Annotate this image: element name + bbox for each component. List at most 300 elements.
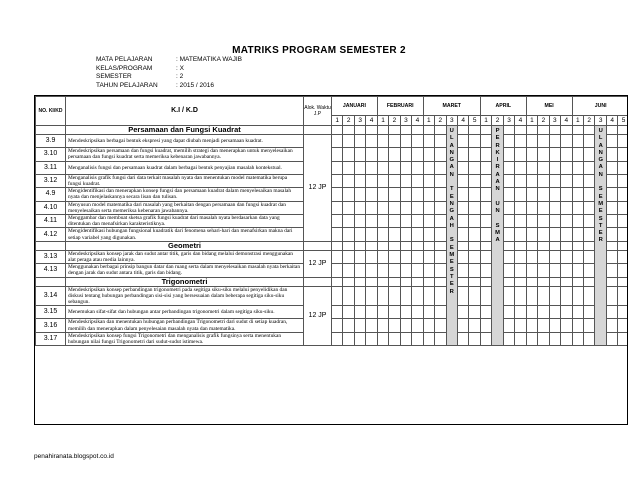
week-cell (389, 188, 400, 201)
week-cell (503, 148, 514, 161)
week-cell (332, 332, 343, 345)
week-cell (343, 319, 354, 332)
week-cell (526, 286, 537, 306)
week-cell (400, 215, 411, 228)
week-cell (561, 126, 573, 135)
week-cell (354, 161, 365, 174)
week-cell (435, 250, 446, 263)
week-cell (377, 135, 388, 148)
week-cell (561, 332, 573, 345)
week-cell (606, 228, 617, 241)
week-cell (400, 286, 411, 306)
header-week: 1 (526, 116, 537, 126)
week-cell (435, 161, 446, 174)
section-row (36, 277, 629, 286)
week-cell (457, 174, 468, 187)
week-cell (549, 161, 560, 174)
week-cell (515, 201, 526, 214)
week-cell (400, 174, 411, 187)
week-cell (412, 161, 423, 174)
kd-row (36, 135, 629, 148)
week-cell (584, 188, 595, 201)
week-cell (423, 286, 434, 306)
week-cell (584, 241, 595, 250)
meta-key: KELAS/PROGRAM (96, 64, 153, 72)
kd-number: 3.16 (36, 319, 66, 332)
week-cell (584, 306, 595, 319)
week-cell (332, 241, 343, 250)
header-week: 1 (377, 116, 388, 126)
week-cell (584, 126, 595, 135)
header-week: 5 (469, 116, 480, 126)
header-week: 3 (503, 116, 514, 126)
week-cell (561, 250, 573, 263)
week-cell (503, 277, 514, 286)
section-jp-cell (304, 126, 332, 135)
header-week: 1 (480, 116, 491, 126)
week-cell (526, 228, 537, 241)
week-cell (389, 148, 400, 161)
week-cell (469, 228, 480, 241)
week-cell (343, 126, 354, 135)
header-week: 3 (354, 116, 365, 126)
week-cell (469, 174, 480, 187)
week-cell (526, 126, 537, 135)
kd-description: Mendeskripsikan berbagai bentuk ekspresi yang dapat diubah menjadi persamaan kuadrat. (66, 135, 304, 148)
week-cell (526, 319, 537, 332)
week-cell (366, 126, 377, 135)
week-cell (549, 241, 560, 250)
week-cell (584, 174, 595, 187)
week-cell (606, 277, 617, 286)
week-cell (457, 277, 468, 286)
week-cell (538, 241, 549, 250)
week-cell (549, 174, 560, 187)
week-cell (584, 332, 595, 345)
week-cell (423, 201, 434, 214)
week-cell (354, 241, 365, 250)
week-cell (457, 319, 468, 332)
section-jp-cell (304, 277, 332, 286)
week-cell (389, 332, 400, 345)
week-cell (457, 148, 468, 161)
week-cell (343, 135, 354, 148)
week-cell (618, 277, 628, 286)
week-cell (343, 241, 354, 250)
kd-row (36, 332, 629, 345)
week-cell (435, 241, 446, 250)
week-cell (377, 319, 388, 332)
kd-description: Mendeskripsikan persamaan dan fungsi kuadrat, memilih strategi dan menerapkan untuk menyelesaikan persamaan dan fungsi kuadrat serta memeriksa kebenaran jawabannya. (66, 148, 304, 161)
week-cell (354, 250, 365, 263)
week-cell (606, 126, 617, 135)
kd-row (36, 264, 629, 277)
week-cell (412, 250, 423, 263)
week-cell (400, 241, 411, 250)
week-cell (457, 264, 468, 277)
section-no-cell (36, 126, 66, 135)
week-cell (549, 148, 560, 161)
week-cell (423, 332, 434, 345)
header-month: MEI (526, 97, 572, 116)
week-cell (606, 306, 617, 319)
week-cell (343, 286, 354, 306)
week-cell (561, 174, 573, 187)
week-cell (572, 201, 583, 214)
alokasi-jp: 12 JP (304, 286, 332, 346)
week-cell (606, 215, 617, 228)
vertical-label (492, 126, 503, 346)
week-cell (606, 264, 617, 277)
week-cell (354, 201, 365, 214)
week-cell (469, 332, 480, 345)
week-cell (400, 148, 411, 161)
header-week: 1 (423, 116, 434, 126)
week-cell (366, 188, 377, 201)
week-cell (572, 174, 583, 187)
week-cell (366, 228, 377, 241)
week-cell (526, 332, 537, 345)
header-week: 4 (412, 116, 423, 126)
week-cell (412, 241, 423, 250)
week-cell (480, 319, 491, 332)
week-cell (503, 250, 514, 263)
week-cell (400, 126, 411, 135)
week-cell (332, 126, 343, 135)
week-cell (332, 286, 343, 306)
week-cell (435, 277, 446, 286)
week-cell (354, 188, 365, 201)
kd-row (36, 319, 629, 332)
kd-row (36, 215, 629, 228)
week-cell (469, 201, 480, 214)
week-cell (618, 306, 628, 319)
week-cell (423, 241, 434, 250)
week-cell (457, 188, 468, 201)
week-cell (435, 188, 446, 201)
week-cell (480, 174, 491, 187)
week-cell (457, 241, 468, 250)
week-cell (549, 135, 560, 148)
week-cell (526, 188, 537, 201)
week-cell (343, 332, 354, 345)
week-cell (435, 215, 446, 228)
section-row (36, 241, 629, 250)
week-cell (480, 264, 491, 277)
week-cell (457, 161, 468, 174)
week-cell (354, 215, 365, 228)
week-cell (526, 241, 537, 250)
week-cell (572, 332, 583, 345)
section-title: Persamaan dan Fungsi Kuadrat (66, 126, 304, 135)
week-cell (584, 201, 595, 214)
week-cell (412, 306, 423, 319)
vertical-label-text: U L A N G A N T E N G A H S E M E S T E R (449, 128, 455, 295)
week-cell (457, 135, 468, 148)
week-cell (400, 161, 411, 174)
week-cell (366, 306, 377, 319)
meta-row (96, 73, 242, 82)
week-cell (515, 286, 526, 306)
week-cell (618, 250, 628, 263)
week-cell (584, 286, 595, 306)
week-cell (538, 135, 549, 148)
week-cell (377, 188, 388, 201)
week-cell (412, 188, 423, 201)
week-cell (503, 241, 514, 250)
week-cell (423, 319, 434, 332)
week-cell (412, 126, 423, 135)
header-no: NO. KI/KD (36, 97, 66, 126)
kd-description: Menggunakan berbagai prinsip bangun datar dan ruang serta dalam menyelesaikan masalah nyata berkaitan dengan jarak dan sudut antara titik, garis dan bidang. (66, 264, 304, 277)
week-cell (412, 148, 423, 161)
week-cell (572, 286, 583, 306)
week-cell (457, 126, 468, 135)
week-cell (572, 215, 583, 228)
week-cell (400, 332, 411, 345)
week-cell (354, 319, 365, 332)
week-cell (389, 277, 400, 286)
header-alokasi: Alok. Waktu J.P (304, 97, 332, 126)
week-cell (526, 215, 537, 228)
week-cell (332, 174, 343, 187)
header-week: 5 (618, 116, 628, 126)
meta-key: MATA PELAJARAN (96, 56, 153, 63)
week-cell (480, 228, 491, 241)
week-cell (435, 286, 446, 306)
week-cell (389, 241, 400, 250)
header-week: 1 (572, 116, 583, 126)
week-cell (343, 148, 354, 161)
week-cell (366, 148, 377, 161)
week-cell (377, 332, 388, 345)
week-cell (366, 201, 377, 214)
week-cell (561, 306, 573, 319)
week-cell (469, 319, 480, 332)
week-cell (515, 148, 526, 161)
week-cell (549, 286, 560, 306)
week-cell (423, 161, 434, 174)
kd-number: 4.10 (36, 201, 66, 214)
week-cell (618, 215, 628, 228)
kd-description: Mengidentifikasi hubungan fungsional kuadratik dari fenomena sehari-hari dan menafsirkan makna dari setiap variabel yang digunakan. (66, 228, 304, 241)
kd-description: Menganalisis grafik fungsi dari data terkait masalah nyata dan menentukan model matematika berupa fungsi kuadrat. (66, 174, 304, 187)
kd-number: 4.11 (36, 215, 66, 228)
header-week: 2 (343, 116, 354, 126)
week-cell (606, 241, 617, 250)
week-cell (332, 135, 343, 148)
week-cell (469, 161, 480, 174)
kd-row (36, 148, 629, 161)
week-cell (526, 306, 537, 319)
week-cell (412, 201, 423, 214)
week-cell (366, 277, 377, 286)
kd-row (36, 228, 629, 241)
week-cell (561, 264, 573, 277)
week-cell (618, 332, 628, 345)
week-cell (457, 228, 468, 241)
program-matrix (34, 95, 628, 425)
kd-number: 3.15 (36, 306, 66, 319)
week-cell (354, 126, 365, 135)
week-cell (561, 161, 573, 174)
week-cell (389, 250, 400, 263)
week-cell (332, 188, 343, 201)
week-cell (549, 264, 560, 277)
week-cell (366, 332, 377, 345)
week-cell (366, 215, 377, 228)
week-cell (480, 135, 491, 148)
week-cell (584, 148, 595, 161)
week-cell (469, 215, 480, 228)
meta-key: TAHUN PELAJARAN (96, 81, 158, 89)
week-cell (332, 277, 343, 286)
week-cell (480, 277, 491, 286)
week-cell (526, 250, 537, 263)
meta-row (96, 65, 242, 74)
kd-number: 3.14 (36, 286, 66, 306)
week-cell (423, 188, 434, 201)
week-cell (400, 264, 411, 277)
kd-description: Menganalisis fungsi dan persamaan kuadrat dalam berbagai bentuk penyajian masalah kontekstual. (66, 161, 304, 174)
week-cell (423, 126, 434, 135)
week-cell (584, 228, 595, 241)
header-week: 3 (446, 116, 457, 126)
week-cell (354, 286, 365, 306)
week-cell (480, 161, 491, 174)
week-cell (606, 250, 617, 263)
week-cell (435, 264, 446, 277)
kd-row (36, 188, 629, 201)
week-cell (549, 188, 560, 201)
week-cell (572, 250, 583, 263)
week-cell (538, 201, 549, 214)
header-kd: K.I / K.D (66, 97, 304, 126)
week-cell (480, 241, 491, 250)
week-cell (377, 174, 388, 187)
week-cell (515, 161, 526, 174)
week-cell (606, 286, 617, 306)
week-cell (572, 148, 583, 161)
week-cell (377, 241, 388, 250)
week-cell (480, 215, 491, 228)
week-cell (435, 332, 446, 345)
week-cell (469, 148, 480, 161)
week-cell (515, 277, 526, 286)
week-cell (503, 215, 514, 228)
week-cell (377, 277, 388, 286)
week-cell (515, 264, 526, 277)
week-cell (538, 277, 549, 286)
week-cell (618, 135, 628, 148)
header-week: 1 (332, 116, 343, 126)
week-cell (526, 264, 537, 277)
week-cell (400, 201, 411, 214)
week-cell (584, 250, 595, 263)
week-cell (366, 286, 377, 306)
week-cell (515, 228, 526, 241)
week-cell (332, 306, 343, 319)
meta-value: : 2015 / 2016 (176, 81, 214, 89)
week-cell (606, 174, 617, 187)
week-cell (366, 174, 377, 187)
week-cell (332, 319, 343, 332)
week-cell (503, 135, 514, 148)
week-cell (538, 126, 549, 135)
week-cell (423, 148, 434, 161)
header-week: 3 (595, 116, 606, 126)
alokasi-jp: 12 JP (304, 250, 332, 277)
week-cell (389, 264, 400, 277)
week-cell (561, 148, 573, 161)
week-cell (354, 148, 365, 161)
week-cell (377, 148, 388, 161)
week-cell (572, 135, 583, 148)
week-cell (423, 306, 434, 319)
week-cell (469, 250, 480, 263)
week-cell (572, 277, 583, 286)
week-cell (423, 277, 434, 286)
week-cell (503, 188, 514, 201)
week-cell (549, 306, 560, 319)
week-cell (606, 188, 617, 201)
week-cell (435, 135, 446, 148)
kd-number: 3.13 (36, 250, 66, 263)
week-cell (526, 148, 537, 161)
week-cell (526, 161, 537, 174)
week-cell (343, 174, 354, 187)
week-cell (549, 332, 560, 345)
header-week: 3 (549, 116, 560, 126)
week-cell (435, 306, 446, 319)
week-cell (343, 188, 354, 201)
week-cell (435, 126, 446, 135)
week-cell (412, 286, 423, 306)
week-cell (572, 228, 583, 241)
week-cell (412, 332, 423, 345)
week-cell (343, 215, 354, 228)
header-week: 4 (515, 116, 526, 126)
vertical-label-text: U L A N G A N S E M E S T E R (598, 128, 604, 244)
week-cell (354, 277, 365, 286)
week-cell (400, 250, 411, 263)
week-cell (412, 264, 423, 277)
week-cell (618, 228, 628, 241)
kd-number: 3.10 (36, 148, 66, 161)
week-cell (480, 188, 491, 201)
header-week: 2 (435, 116, 446, 126)
week-cell (526, 277, 537, 286)
week-cell (366, 250, 377, 263)
week-cell (400, 306, 411, 319)
week-cell (618, 161, 628, 174)
week-cell (389, 174, 400, 187)
week-cell (332, 228, 343, 241)
week-cell (423, 135, 434, 148)
section-title: Trigonometri (66, 277, 304, 286)
week-cell (606, 201, 617, 214)
header-week: 2 (492, 116, 503, 126)
header-week: 4 (606, 116, 617, 126)
week-cell (549, 215, 560, 228)
week-cell (538, 174, 549, 187)
week-cell (503, 174, 514, 187)
week-cell (343, 277, 354, 286)
week-cell (469, 286, 480, 306)
week-cell (400, 228, 411, 241)
week-cell (435, 148, 446, 161)
week-cell (526, 135, 537, 148)
